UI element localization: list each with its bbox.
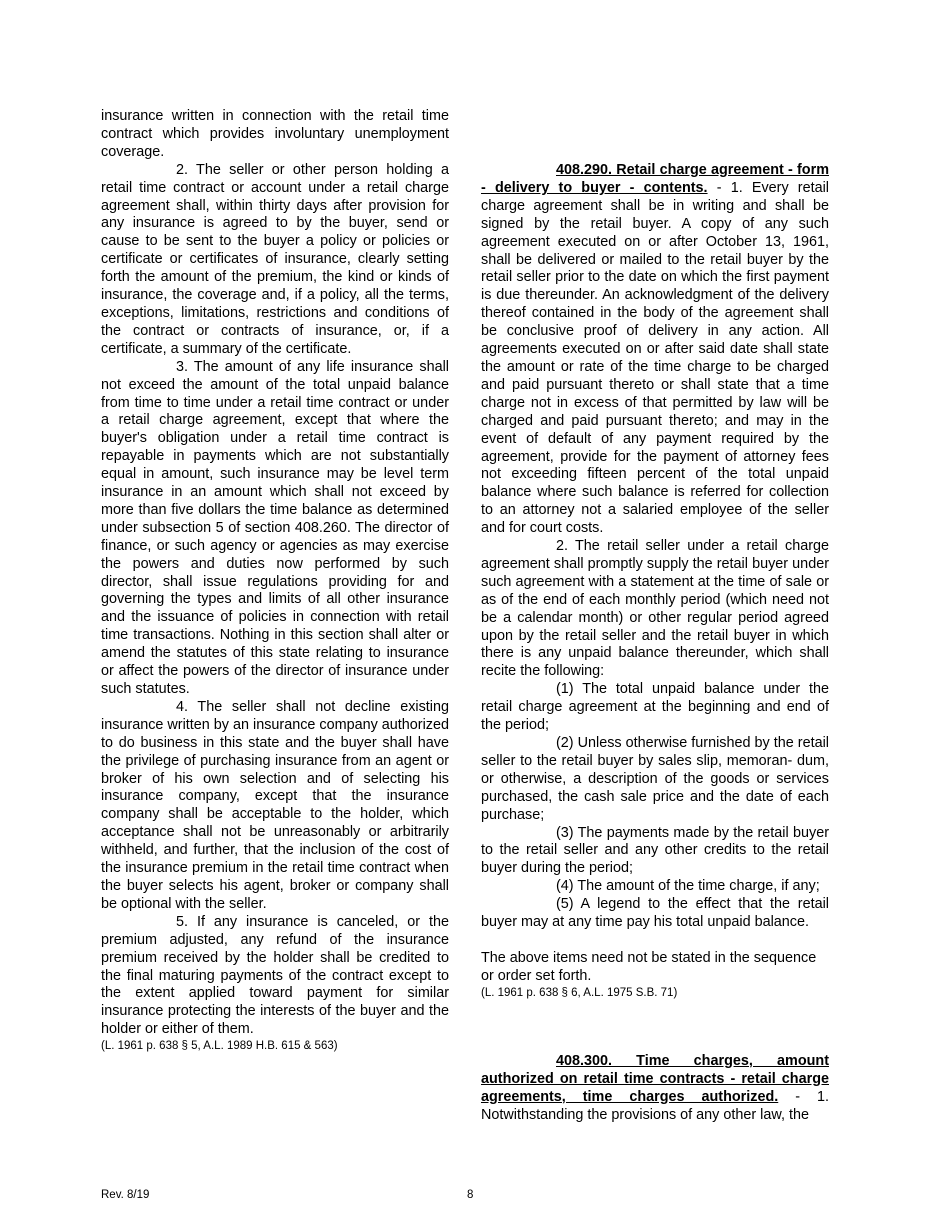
page-number: 8 xyxy=(467,1189,474,1201)
subsection-2: 2. The seller or other person holding a retail time contract or account under a retail charge agreement shall, within thirty days after provision for any insurance is agreed to by the buyer, send or cause to be sent to the buyer a policy or policies or certificate or certificates of insurance, clearly setting forth the amount of the premium, the kind or kinds of insurance, the coverage and, if a policy, all the terms, exceptions, limitations, restrictions and conditions of the contract or contracts of insurance, or, if a certificate, a summary of the certificate. xyxy=(101,161,449,357)
subsection-3: 3. The amount of any life insurance shall not exceed the amount of the total unpaid balance from time to time under a retail time contract or under a retail charge agreement, except that where the buyer's obligation under a retail time contract is repayable in payments which are not substantially equal in amount, such insurance may be level term insurance in an amount which shall not exceed by more than five dollars the time balance as determined under subsection 5 of section 408.260. The director of finance, or such agency or agencies as may exercise the powers and duties now performed by such director, shall issue regulations providing for and governing the types and limits of all other insurance and the issuance of policies in connection with retail time transactions. Nothing in this section shall alter or amend the statutes of this state relating to insurance or affect the powers of the director of insurance under such statutes. xyxy=(101,358,449,697)
closing-text: The above items need not be stated in the sequence or order set forth. xyxy=(481,949,817,984)
list-item-3: (3) The payments made by the retail buyer to the retail seller and any other credits to the retail buyer during the period; xyxy=(481,824,829,877)
section-408-300-lead-text: - 1. Notwithstanding the provisions of any other law, the xyxy=(481,1088,829,1123)
list-item-4: (4) The amount of the time charge, if any; xyxy=(556,878,820,895)
history-citation: (L. 1961 p. 638 § 5, A.L. 1989 H.B. 615 & 563) xyxy=(101,1040,338,1053)
section-408-290-lead-text: - 1. Every retail charge agreement shall be in writing and shall be signed by the retail buyer. A copy of any such agreement executed on or after October 13, 1961, shall be delivered or mailed to the retail buyer by the retail seller prior to the date on which the first payment is due thereunder. An acknowledgment of the delivery thereof contained in the body of the agreement shall be conclusive proof of delivery in any action. All agreements executed on or after said date shall state the amount or rate of the time charge to be charged and paid pursuant thereto or shall state that a time charge not in excess of that permitted by law will be charged and paid pursuant thereto; and may in the event of default of any payment required by the agreement, provide for the payment of attorney fees not exceeding fifteen percent of the total unpaid balance where such balance is referred for collection to an attorney not a salaried employee of the seller and for court costs. xyxy=(481,179,829,537)
section-408-300-subsection-1 xyxy=(481,1053,829,1125)
left-column xyxy=(101,108,449,1054)
spacer xyxy=(481,1001,829,1053)
list-item-1: (1) The total unpaid balance under the retail charge agreement at the beginning and end of the period; xyxy=(481,681,829,734)
list-item-5: (5) A legend to the effect that the retail buyer may at any time pay his total unpaid balance. xyxy=(481,896,829,931)
section-heading-408-290: 408.290. Retail charge agreement - form - delivery to buyer - contents. xyxy=(481,162,829,196)
section-408-290-subsection-1 xyxy=(481,162,829,538)
list-item-2: (2) Unless otherwise furnished by the retail seller to the retail buyer by sales slip, memoran- dum, or otherwise, a description of the goods or services purchased, the cash sale price and the date of each purchase; xyxy=(481,735,829,823)
spacer xyxy=(481,932,829,950)
section-heading-408-300: 408.300. Time charges, amount authorized on retail time contracts - retail charge agreements, time charges authorized. xyxy=(481,1052,829,1105)
section-408-290-subsection-2: 2. The retail seller under a retail charge agreement shall promptly supply the retail buyer under such agreement with a statement at the time of sale or as of the end of each monthly period (which need not be a calendar month) or other regular period agreed upon by the retail seller and the retail buyer in which there is any unpaid balance thereunder, which shall recite the following: xyxy=(481,538,829,680)
continuation-text: insurance written in connection with the retail time contract which provides involuntary unemployment coverage. xyxy=(101,108,449,160)
right-column xyxy=(481,162,829,1124)
history-citation: (L. 1961 p. 638 § 6, A.L. 1975 S.B. 71) xyxy=(481,986,678,999)
subsection-4: 4. The seller shall not decline existing insurance written by an insurance company authorized to do business in this state and the buyer shall have the privilege of purchasing insurance from an agent or broker of his own selection and of selecting his insurance company, except that the insurance company shall be acceptable to the holder, which acceptance shall not be unreasonably or arbitrarily withheld, and further, that the inclusion of the cost of the insurance premium in the retail time contract when the buyer selects his agent, broker or company shall be optional with the seller. xyxy=(101,698,449,912)
subsection-5: 5. If any insurance is canceled, or the premium adjusted, any refund of the insurance premium received by the holder shall be credited to the final maturing payments of the contract except to the extent applied toward payment for similar insurance protecting the interests of the buyer and the holder or either of them. xyxy=(101,913,449,1038)
revision-date: Rev. 8/19 xyxy=(101,1189,150,1201)
